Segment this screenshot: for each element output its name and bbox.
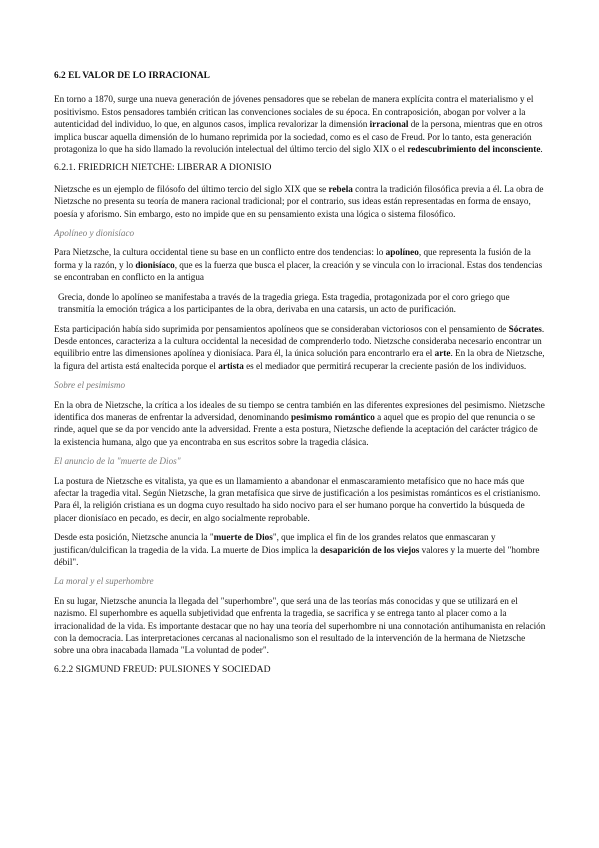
paragraph-superhombre: En su lugar, Nietzsche anuncia la llegada del "superhombre", que será una de las teorías más conocidas y que se utilizará en el nazismo. El superhombre es aquella subjetividad que enfrenta la tragedia, se sacrifica y se entrega tanto al placer como a la irracionalidad de la vida. Es importante destacar que no hay una teoría del superhombre ni una connotación antihumanista en relación con la democracia. Las interpretaciones cercanas al nacionalismo son el resultado de la intervención de la hermana de Nietzsche sobre una obra inacabada llamada "La voluntad de poder". — [54, 595, 546, 656]
subheading-superhombre: La moral y el superhombre — [54, 576, 154, 587]
subheading-muerte-de-dios: El anuncio de la "muerte de Dios" — [54, 456, 181, 467]
subheading-pesimismo: Sobre el pesimismo — [54, 380, 126, 391]
document-body — [54, 70, 546, 684]
page-title: 6.2 EL VALOR DE LO IRRACIONAL — [54, 71, 210, 81]
paragraph-nietzsche-intro: Nietzsche es un ejemplo de filósofo del último tercio del siglo XIX que se rebela contra la tradición filosófica previa a él. La obra de Nietzsche no presenta su teoría de manera racional tradicional; por el contrario, sus ideas están representadas en forma de ensayo, poesía y aforismo. Sin embargo, esto no impide que en su pensamiento exista una lógica o sistema filosófico. — [54, 183, 544, 219]
subheading-apolineo: Apolíneo y dionisíaco — [54, 228, 135, 239]
paragraph-pesimismo: En la obra de Nietzsche, la crítica a los ideales de su tiempo se centra también en las diferentes expresiones del pesimismo. Nietzsche identifica dos maneras de enfrentar la adversidad, denominando pesimismo romántico a aquel que es propio del que renuncia o se rinde, aquel que se da por vencido ante la adversidad. Frente a esta postura, Nietzsche defiende la aceptación del carácter trágico de la existencia humana, algo que ya encontraba en sus escritos sobre la tragedia clásica. — [54, 399, 545, 447]
paragraph-vitalista: La postura de Nietzsche es vitalista, ya que es un llamamiento a abandonar el enmascaramiento metafísico que no hace más que afectar la tragedia vital. Según Nietzsche, la gran metafísica que sirve de justificación a los pesimistas románticos es el cristianismo. Para él, la religión cristiana es un dogma cuyo resultado ha sido nocivo para el ser humano porque ha convertido la búsqueda de placer dionisíaco en pecado, es decir, en algo socialmente reprobable. — [54, 475, 541, 523]
paragraph-grecia: Grecia, donde lo apolíneo se manifestaba a través de la tragedia griega. Esta tragedia, protagonizada por el coro griego que transmitía la emoción trágica a los participantes de la obra, derivaba en una catarsis, un acto de purificación. — [58, 291, 510, 315]
paragraph-muerte-de-dios: Desde esta posición, Nietzsche anuncia la "muerte de Dios", que implica el fin de los grandes relatos que enmascaran y justifican/dulcifican la tragedia de la vida. La muerte de Dios implica la desaparición de los viejos valores y la muerte del "hombre débil". — [54, 532, 540, 567]
paragraph-intro: En torno a 1870, surge una nueva generación de jóvenes pensadores que se rebelan de manera explícita contra el materialismo y el positivismo. Estos pensadores también critican las convenciones sociales de su época. En contraposición, abogan por volver a la autenticidad del individuo, lo que, en algunos casos, implica revalorizar la dimensión irracional de la persona, mientras que en otros implica buscar aquella dimensión de lo humano reprimida por la sociedad, como es el caso de Freud. Por lo tanto, esta generación protagoniza lo que ha sido llamado la revolución intelectual del último tercio del siglo XIX o el redescubrimiento del inconsciente. — [54, 94, 543, 155]
paragraph-apolineo: Para Nietzsche, la cultura occidental tiene su base en un conflicto entre dos tendencias: lo apolíneo, que representa la fusión de la forma y la razón, y lo dionisíaco, que es la fuerza que busca el placer, la creación y se vincula con lo irracional. Estas dos tendencias se encontraban en conflicto en la antigua — [54, 247, 543, 283]
paragraph-socrates: Esta participación había sido suprimida por pensamientos apolíneos que se consideraban victoriosos con el pensamiento de Sócrates. Desde entonces, caracteriza a la cultura occidental la necesidad de comprenderlo todo. Nietzsche consideraba necesario encontrar un equilibrio entre las dimensiones apolínea y dionisíaca. Para él, la única solución para encontrarlo era el arte. En la obra de Nietzsche, la figura del artista está enaltecida porque el artista es el mediador que permitirá recuperar la creciente pasión de los individuos. — [54, 323, 545, 371]
section-heading-nietzsche: 6.2.1. FRIEDRICH NIETCHE: LIBERAR A DIONISIO — [54, 162, 272, 174]
section-heading-freud: 6.2.2 SIGMUND FREUD: PULSIONES Y SOCIEDAD — [54, 663, 271, 675]
